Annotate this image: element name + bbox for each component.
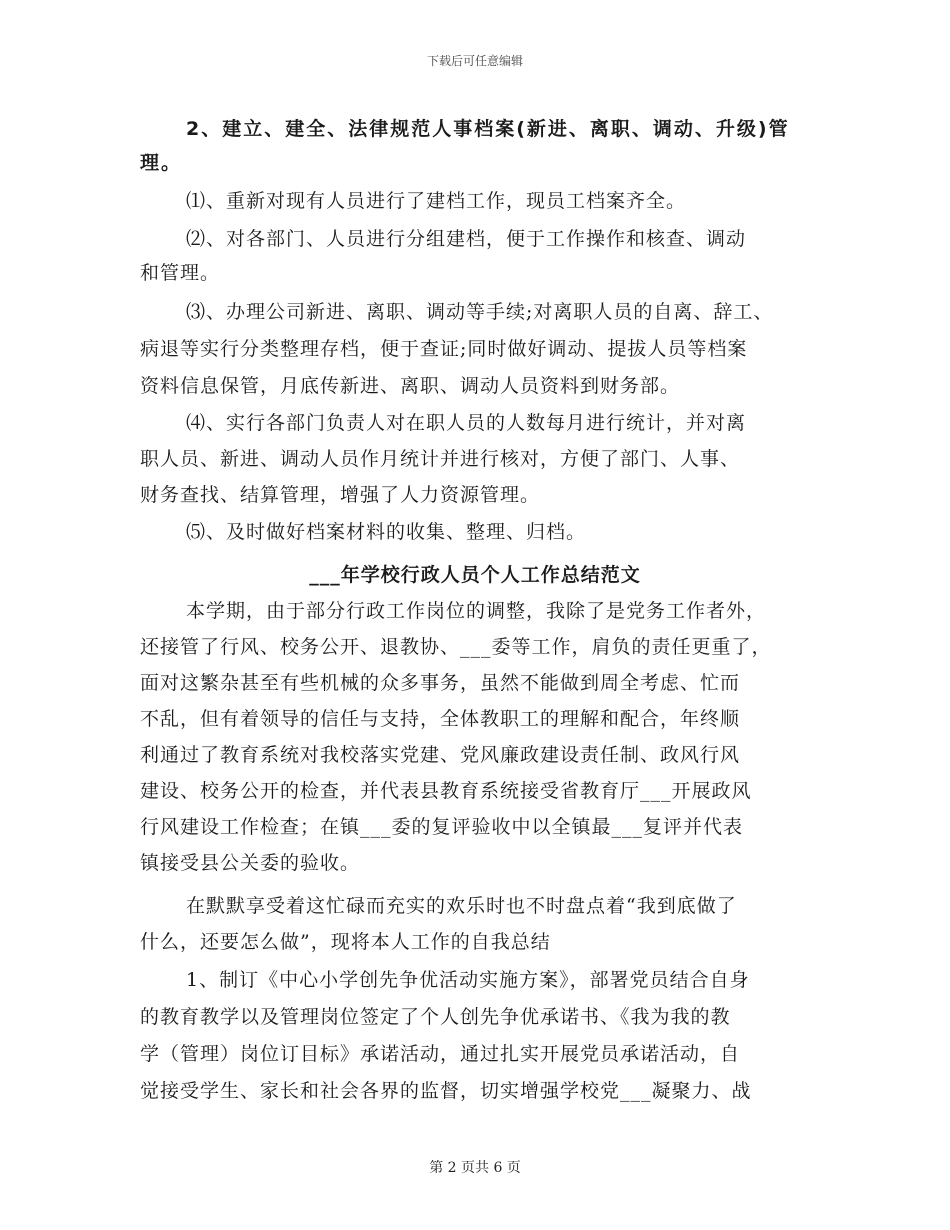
para1-line-3: 面对这繁杂甚至有些机械的众多事务，虽然不能做到周全考虑、忙而 (140, 672, 741, 694)
para1-line-8: 镇接受县公关委的验收。 (140, 852, 361, 874)
section-heading-line-2: 理。 (140, 152, 183, 174)
list-item-3-line-2: 病退等实行分类整理存档，便于查证;同时做好调动、提拔人员等档案 (140, 338, 748, 360)
list-item-3-line-1: ⑶、办理公司新进、离职、调动等手续;对离职人员的自离、辞工、 (186, 301, 774, 323)
list-item-4-line-2: 职人员、新进、调动人员作月统计并进行核对，方便了部门、人事、 (140, 448, 741, 470)
para1-line-1: 本学期，由于部分行政工作岗位的调整，我除了是党务工作者外， (186, 600, 767, 622)
para3-line-1: 1、制订《中心小学创先争优活动实施方案》，部署党员结合自身 (186, 969, 750, 991)
list-item-3-line-3: 资料信息保管，月底传新进、离职、调动人员资料到财务部。 (140, 375, 681, 397)
page-header-note: 下载后可任意编辑 (426, 54, 523, 68)
para1-line-5: 利通过了教育系统对我校落实党建、党风廉政建设责任制、政风行风 (140, 744, 741, 766)
article-title: ___年学校行政人员个人工作总结范文 (309, 564, 641, 586)
list-item-2-line-1: ⑵、对各部门、人员进行分组建档，便于工作操作和核查、调动 (186, 228, 747, 250)
page-footer-number: 第 2 页共 6 页 (429, 1160, 521, 1176)
list-item-4-line-1: ⑷、实行各部门负责人对在职人员的人数每月进行统计，并对离 (186, 412, 747, 434)
para1-line-7: 行风建设工作检查；在镇___委的复评验收中以全镇最___复评并代表 (140, 816, 744, 838)
para3-line-2: 的教育教学以及管理岗位签定了个人创先争优承诺书、《我为我的教 (140, 1006, 731, 1028)
list-item-1: ⑴、重新对现有人员进行了建档工作，现员工档案齐全。 (186, 190, 687, 212)
list-item-2-line-2: 和管理。 (140, 262, 221, 284)
para3-line-4: 觉接受学生、家长和社会各界的监督，切实增强学校党___凝聚力、战 (140, 1080, 752, 1102)
list-item-4-line-3: 财务查找、结算管理，增强了人力资源管理。 (140, 484, 541, 506)
para3-line-3: 学（管理）岗位订目标》承诺活动，通过扎实开展党员承诺活动，自 (140, 1043, 741, 1065)
para2-line-2: 什么，还要怎么做”，现将本人工作的自我总结 (140, 931, 551, 953)
para2-line-1: 在默默享受着这忙碌而充实的欢乐时也不时盘点着“我到底做了 (186, 895, 737, 917)
para1-line-2: 还接管了行风、校务公开、退教协、___委等工作，肩负的责任更重了， (140, 636, 772, 658)
list-item-5: ⑸、及时做好档案材料的收集、整理、归档。 (186, 521, 587, 543)
section-heading-line-1: 2、建立、建全、法律规范人事档案(新进、离职、调动、升级)管 (186, 118, 790, 140)
para1-line-6: 建设、校务公开的检查，并代表县教育系统接受省教育厅___开展政风 (140, 780, 752, 802)
para1-line-4: 不乱，但有着领导的信任与支持，全体教职工的理解和配合，年终顺 (140, 708, 741, 730)
